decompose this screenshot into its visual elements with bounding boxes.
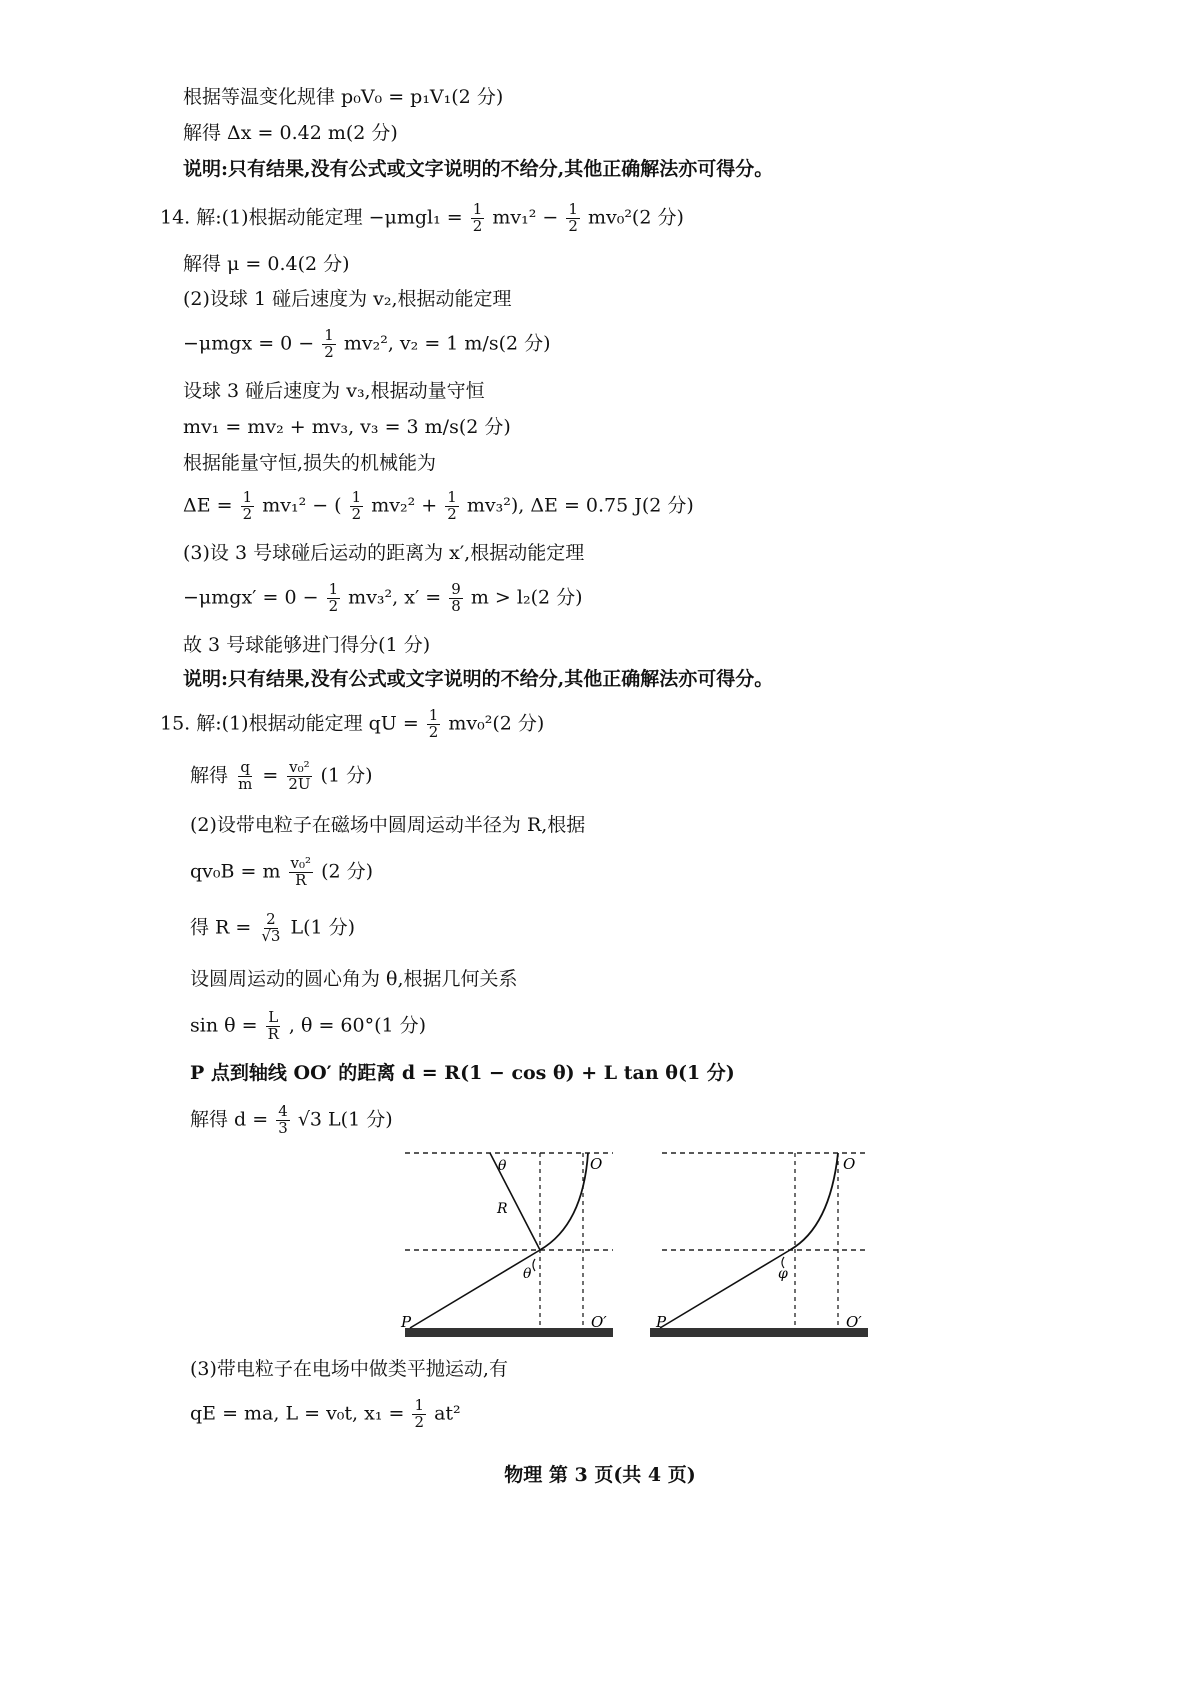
figure-1-diagram [395,1145,625,1345]
label-r: R [497,1201,508,1217]
q15-radius-line: 得 R = $\frac{2}{√3}$ L(1 分) [190,910,356,945]
q14-conclusion-line: 故 3 号球能够进门得分(1 分) [183,634,431,656]
fraction-half: $\frac{1}{2}$ [568,200,578,235]
q14-energy-line: 根据能量守恒,损失的机械能为 [183,452,437,474]
fraction-q-over-m: $\frac{q}{m}$ [238,758,253,793]
q15-part3-line: (3)带电粒子在电场中做类平抛运动,有 [190,1358,508,1380]
q14-momentum-line: 设球 3 碰后速度为 v₃,根据动量守恒 [183,380,485,402]
label-phi: φ [778,1266,788,1282]
fraction-half: $\frac{1}{2}$ [428,706,439,741]
q15-kinetic-energy-line: 15. 解:(1)根据动能定理 qU = $\frac{1}{2}$ mv₀²(2 分) [160,706,545,741]
label-p: P [656,1313,667,1331]
q15-result-d-line: 解得 d = $\frac{4}{3}$ √3 L(1 分) [190,1102,393,1137]
note-line-1: 说明:只有结果,没有公式或文字说明的不给分,其他正确解法亦可得分。 [183,158,774,180]
label-theta-top: θ [498,1158,507,1174]
q14-delta-e-line: ΔE = $\frac{1}{2}$ mv₁² − ( $\frac{1}{2}$ mv₂² + $\frac{1}{2}$ mv₃²), ΔE = 0.75 J(2 分) [183,488,694,523]
q14-part2-line: (2)设球 1 碰后速度为 v₂,根据动能定理 [183,288,512,310]
fraction-half: $\frac{1}{2}$ [324,326,334,361]
fraction-l-over-r: $\frac{L}{R}$ [267,1008,279,1043]
q14-part3-line: (3)设 3 号球碰后运动的距离为 x′,根据动能定理 [183,542,585,564]
q14-v2-line: −μmgx = 0 − $\frac{1}{2}$ mv₂², v₂ = 1 m/s(2 分) [183,326,551,361]
fraction-half: $\frac{1}{2}$ [242,488,253,523]
fraction-two-over-sqrt3: $\frac{2}{√3}$ [261,910,281,945]
q14-v3-line: mv₁ = mv₂ + mv₃, v₃ = 3 m/s(2 分) [183,416,511,438]
q15-kinematics-line: qE = ma, L = v₀t, x₁ = $\frac{1}{2}$ at² [190,1396,461,1431]
isothermal-law-line: 根据等温变化规律 p₀V₀ = p₁V₁(2 分) [183,86,504,108]
fraction-v0sq-over-2u: $\frac{\text{v₀²}}{2U}$ [288,758,311,793]
result-mu-line: 解得 μ = 0.4(2 分) [183,253,350,275]
fraction-half: $\frac{1}{2}$ [472,200,483,235]
result-dx-line: 解得 Δx = 0.42 m(2 分) [183,122,398,144]
q15-angle-line: 设圆周运动的圆心角为 θ,根据几何关系 [190,968,518,990]
label-theta-mid: θ [523,1266,532,1282]
q15-part2-line: (2)设带电粒子在磁场中圆周运动半径为 R,根据 [190,814,586,836]
q15-lorentz-line: qv₀B = m $\frac{\text{v₀²}}{R}$ (2 分) [190,854,374,889]
fraction-v0sq-over-r: $\frac{\text{v₀²}}{R}$ [290,854,312,889]
q15-charge-mass-line: 解得 $\frac{q}{m}$ = $\frac{\text{v₀²}}{2U}$ (1 分) [190,758,373,793]
fraction-half: $\frac{1}{2}$ [351,488,362,523]
label-o: O [590,1155,603,1173]
fraction-half: $\frac{1}{2}$ [328,580,339,615]
q14-xprime-line: −μmgx′ = 0 − $\frac{1}{2}$ mv₃², x′ = $\frac{9}{8}$ m > l₂(2 分) [183,580,583,615]
q15-distance-line: P 点到轴线 OO′ 的距离 d = R(1 − cos θ) + L tan θ(1 分) [190,1062,735,1084]
fraction-nine-eighths: $\frac{9}{8}$ [451,580,461,615]
page-footer: 物理 第 3 页(共 4 页) [504,1464,696,1486]
fraction-four-thirds: $\frac{4}{3}$ [278,1102,288,1137]
fraction-half: $\frac{1}{2}$ [414,1396,425,1431]
label-o: O [843,1155,856,1173]
label-p: P [401,1313,412,1331]
q15-sin-line: sin θ = $\frac{L}{R}$ , θ = 60°(1 分) [190,1008,427,1043]
q14-kinetic-energy-line: 14. 解:(1)根据动能定理 −μmgl₁ = $\frac{1}{2}$ mv₁² − $\frac{1}{2}$ mv₀²(2 分) [160,200,684,235]
label-o-prime: O′ [846,1313,862,1331]
note-line-2: 说明:只有结果,没有公式或文字说明的不给分,其他正确解法亦可得分。 [183,668,774,690]
label-o-prime: O′ [591,1313,607,1331]
figure-2-diagram [650,1145,880,1345]
fraction-half: $\frac{1}{2}$ [447,488,457,523]
